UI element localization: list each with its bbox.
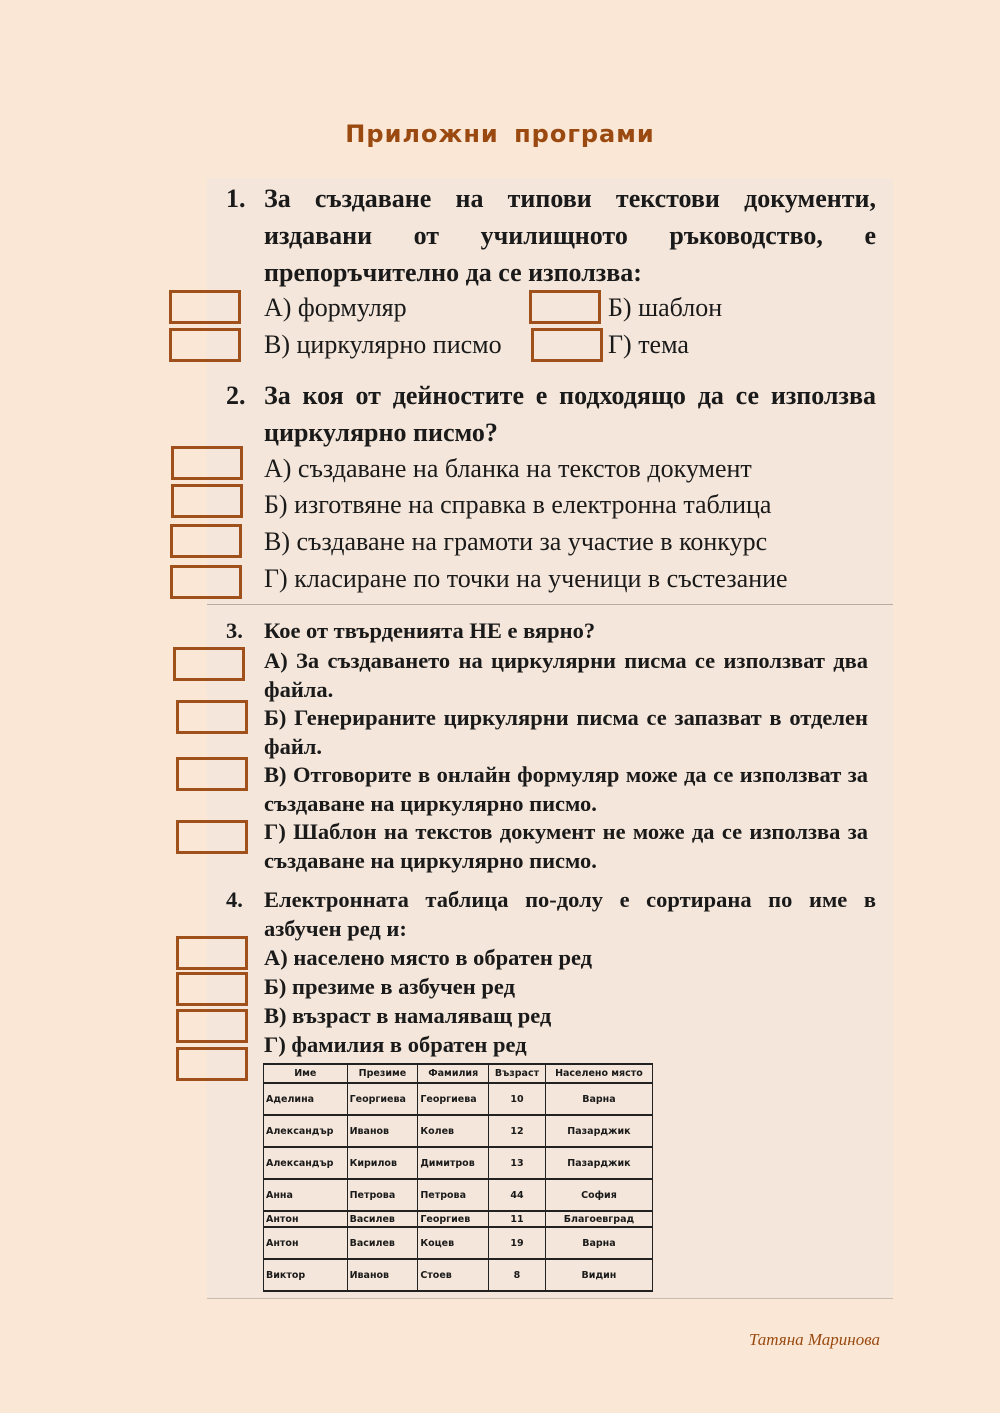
question-text: За създаване на типови текстови документи, издавани от училищното ръководство, е препоръчително да се използва: [264,184,876,287]
cell-last-name: Колев [418,1115,489,1147]
q4-option-d: Г) фамилия в обратен ред [264,1032,527,1057]
q2-answer-box-c[interactable] [170,524,242,558]
q2-option-b: Б) изготвяне на справка в електронна таблица [264,490,772,519]
column-header: Фамилия [418,1064,489,1083]
page-title: Приложни програми [345,120,655,148]
q3-answer-box-d[interactable] [176,820,248,854]
q1-option-d: Г) тема [608,330,689,359]
column-header: Име [264,1064,348,1083]
q1-option-b: Б) шаблон [608,293,723,322]
q4-answer-box-d[interactable] [176,1047,248,1081]
q3-answer-box-b[interactable] [176,700,248,734]
q2-answer-box-d[interactable] [170,565,242,599]
table-row [264,1115,653,1147]
column-header: Възраст [489,1064,546,1083]
cell-town: Благоевград [545,1211,652,1227]
q1-option-c: В) циркулярно писмо [264,330,502,359]
cell-age: 19 [489,1227,546,1259]
question-3 [226,616,876,645]
cell-middle-name: Василев [347,1211,418,1227]
q2-option-a: А) създаване на бланка на текстов документ [264,454,752,483]
cell-age: 10 [489,1083,546,1115]
cell-town: Видин [545,1259,652,1291]
question-number: 3. [226,618,243,643]
q4-answer-box-a[interactable] [176,936,248,970]
cell-town: Варна [545,1227,652,1259]
q3-option-a: А) За създаването на циркулярни писма се използват два файла. [264,648,868,702]
cell-age: 12 [489,1115,546,1147]
cell-age: 13 [489,1147,546,1179]
q3-option-d: Г) Шаблон на текстов документ не може да се използва за създаване на циркулярно писмо. [264,819,868,873]
cell-age: 44 [489,1179,546,1211]
cell-middle-name: Иванов [347,1115,418,1147]
cell-last-name: Георгиева [418,1083,489,1115]
cell-middle-name: Василев [347,1227,418,1259]
cell-middle-name: Иванов [347,1259,418,1291]
table-row [264,1083,653,1115]
question-2 [226,377,876,451]
cell-first-name: Аделина [264,1083,348,1115]
cell-first-name: Виктор [264,1259,348,1291]
q2-option-c: В) създаване на грамоти за участие в конкурс [264,527,768,556]
cell-last-name: Стоев [418,1259,489,1291]
cell-town: Пазарджик [545,1115,652,1147]
cell-middle-name: Георгиева [347,1083,418,1115]
q2-option-d: Г) класиране по точки на ученици в състезание [264,564,788,593]
q3-option-c: В) Отговорите в онлайн формуляр може да се използват за създаване на циркулярно писмо. [264,762,868,816]
q4-option-a: А) населено място в обратен ред [264,945,593,970]
table-row [264,1259,653,1291]
cell-town: Варна [545,1083,652,1115]
table-row [264,1179,653,1211]
question-1 [226,180,876,291]
q4-option-c: В) възраст в намаляващ ред [264,1003,552,1028]
q2-answer-box-a[interactable] [171,446,243,480]
question-text: Електронната таблица по-долу е сортирана по име в азбучен ред и: [264,887,876,941]
q1-option-a: А) формуляр [264,293,407,322]
column-header: Населено място [545,1064,652,1083]
cell-town: Пазарджик [545,1147,652,1179]
spreadsheet-table [263,1063,653,1292]
q4-option-b: Б) презиме в азбучен ред [264,974,515,999]
question-number: 2. [226,381,246,410]
cell-last-name: Петрова [418,1179,489,1211]
question-number: 1. [226,184,246,213]
cell-first-name: Анна [264,1179,348,1211]
cell-last-name: Георгиев [418,1211,489,1227]
q1-answer-box-c[interactable] [169,328,241,362]
cell-town: София [545,1179,652,1211]
q1-answer-box-b[interactable] [529,290,601,324]
table-row [264,1227,653,1259]
cell-middle-name: Петрова [347,1179,418,1211]
q2-answer-box-b[interactable] [171,484,243,518]
cell-first-name: Антон [264,1211,348,1227]
question-text: За коя от дейностите е подходящо да се използва циркулярно писмо? [264,381,876,447]
q3-answer-box-a[interactable] [173,647,245,681]
question-4 [226,885,876,943]
table-row [264,1211,653,1227]
cell-age: 8 [489,1259,546,1291]
q3-option-b: Б) Генерираните циркулярни писма се запазват в отделен файл. [264,705,868,759]
q1-answer-box-d[interactable] [531,328,603,362]
cell-last-name: Димитров [418,1147,489,1179]
cell-first-name: Александър [264,1115,348,1147]
cell-first-name: Александър [264,1147,348,1179]
table-header-row [264,1064,653,1083]
q4-answer-box-b[interactable] [176,972,248,1006]
q4-answer-box-c[interactable] [176,1009,248,1043]
question-text: Кое от твърденията НЕ е вярно? [264,618,596,643]
author-signature: Татяна Маринова [748,1330,880,1349]
cell-age: 11 [489,1211,546,1227]
cell-last-name: Коцев [418,1227,489,1259]
table-row [264,1147,653,1179]
q3-answer-box-c[interactable] [176,757,248,791]
q1-answer-box-a[interactable] [169,290,241,324]
cell-first-name: Антон [264,1227,348,1259]
cell-middle-name: Кирилов [347,1147,418,1179]
question-number: 4. [226,887,243,912]
column-header: Презиме [347,1064,418,1083]
